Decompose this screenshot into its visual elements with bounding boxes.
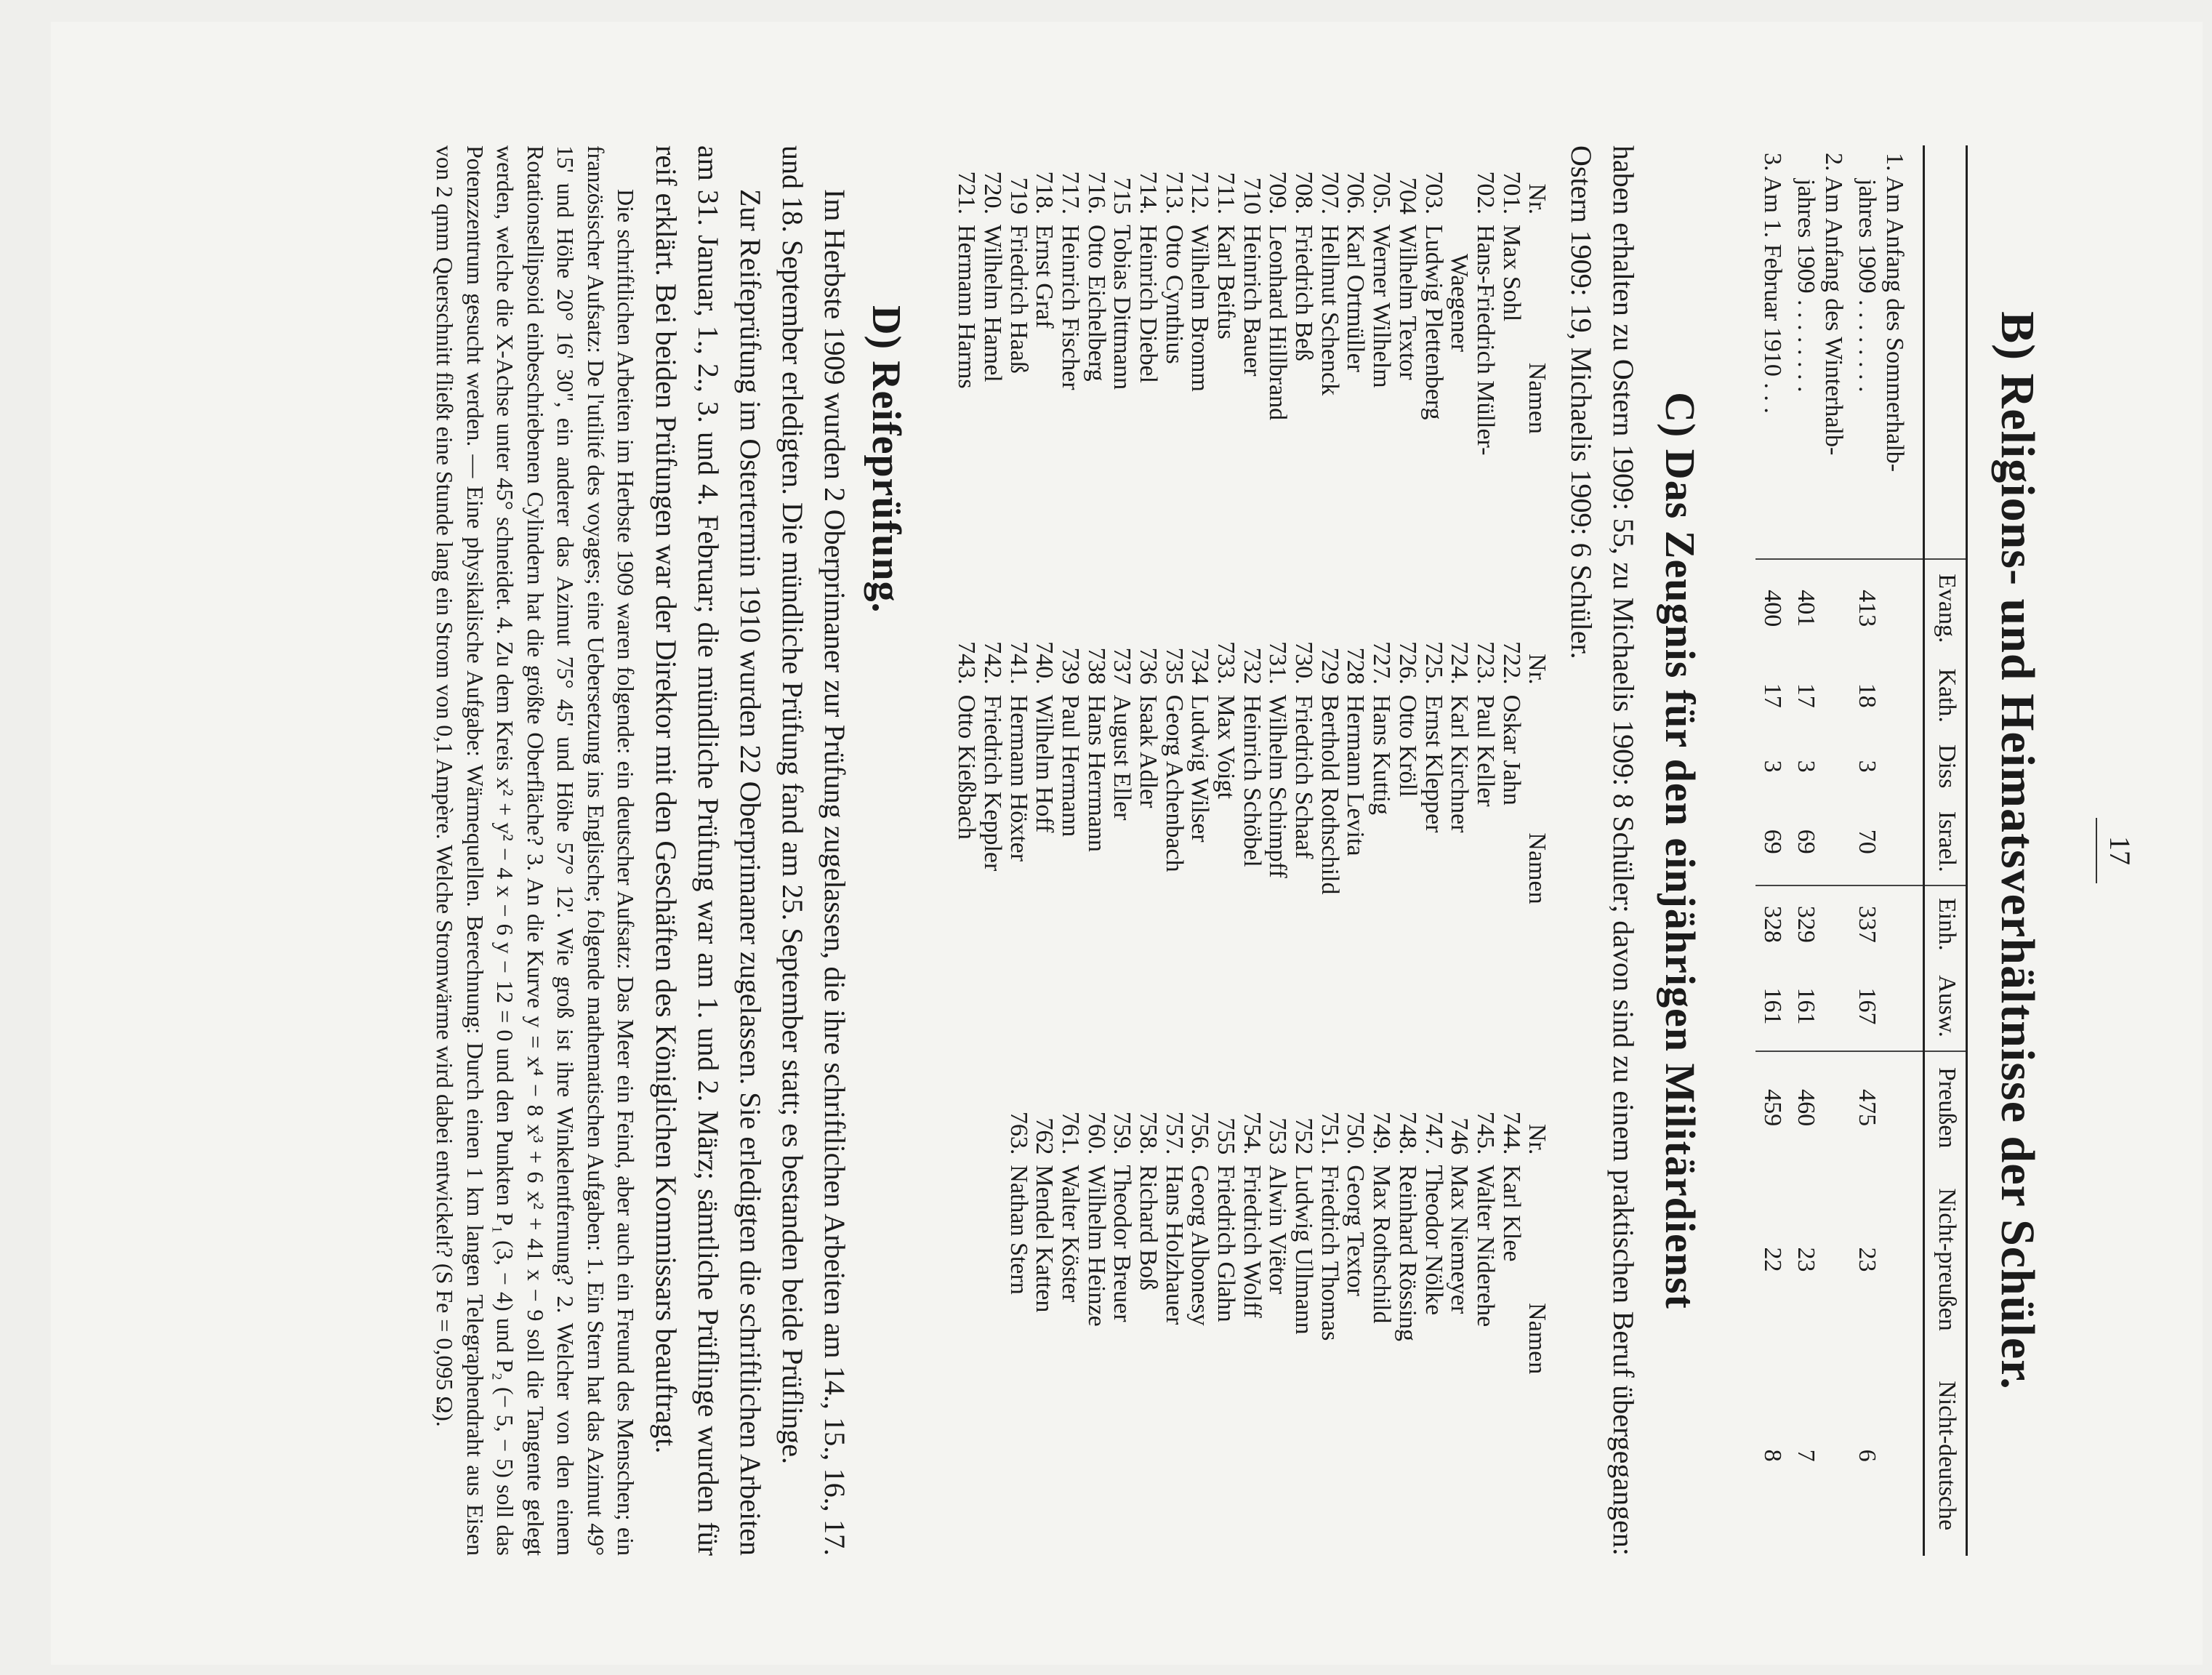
list-item-name: Karl Beifus	[1212, 225, 1240, 340]
list-item-name: Hermann Höxter	[1005, 694, 1032, 862]
list-item	[1005, 616, 1031, 1086]
list-item-name: Ludwig Ullmann	[1290, 1165, 1318, 1335]
list-item-nr: 755	[1212, 1117, 1240, 1155]
list-item	[1316, 1085, 1343, 1556]
list-item-name: Ludwig Plettenberg	[1420, 225, 1447, 420]
list-item-name: Heinrich Fischer	[1056, 225, 1084, 390]
list-item-nr: 752	[1290, 1117, 1318, 1155]
list-item-name: Reinhard Rössing	[1393, 1165, 1421, 1342]
list-item-name: Max Niemeyer	[1446, 1165, 1473, 1314]
table-header: Evang.	[1924, 559, 1967, 657]
table-cell: 167	[1854, 987, 1881, 1025]
list-item-nr: 702.	[1471, 171, 1499, 214]
table-cell: 23	[1793, 1247, 1820, 1272]
table-header-row	[1924, 145, 1967, 1556]
list-item	[1212, 145, 1239, 616]
list-item	[1394, 145, 1420, 616]
list-item	[1057, 616, 1083, 1086]
list-item	[1212, 1085, 1239, 1556]
list-item	[979, 616, 1005, 1086]
list-item-nr: 740.	[1031, 641, 1058, 685]
section-b-title: B) Religions- und Heimatsverhältnisse der Schüler.	[1991, 311, 2044, 1390]
name-list-column	[954, 616, 1551, 1086]
list-item	[1420, 616, 1447, 1086]
list-header-nr: Nr.	[1524, 1123, 1551, 1155]
list-item-name: Richard Boß	[1135, 1165, 1162, 1291]
list-item	[1161, 145, 1187, 616]
table-cell: 3	[1759, 760, 1787, 773]
list-item-nr: 719	[1005, 177, 1032, 214]
list-item	[1187, 145, 1213, 616]
list-item	[1109, 616, 1135, 1086]
list-item-nr: 758.	[1135, 1111, 1162, 1155]
section-d-exam-tasks: Die schriftlichen Arbeiten im Herbste 1909 waren folgende: ein deutscher Aufsatz: Das Meer ein Feind, aber auch ein Freund des Menschen; ein französischer Aufsatz: De l'utilité des voyages; eine Uebersetzung ins Englische; folgende mathematischen Aufgaben: 1. Ein Stern hat das Azimut 49° 15' und Höhe 20° 16' 30", ein anderer das Azimut 75° 45' und Höhe 57° 12'. Wie groß ist ihre Winkelentfernung? 2. Welcher von den einem Rotationsellipsoid einbeschriebenen Cylindern hat die größte Oberfläche? 3. An die Kurve y = x⁴ − 8 x³ + 6 x² + 41 x − 9 soll die Tangente gelegt werden, welche die X-Achse unter 45° schneidet. 4. Zu dem Kreis x² + y² − 4 x − 6 y − 12 = 0 und den Punkten P₁ (3, − 4) und P₂ (− 5, − 5) soll das Potenzzentrum gesucht werden. — Eine physikalische Aufgabe: Wärmequellen. Berechnung: Durch einen 1 km langen Telegraphendraht aus Eisen von 2 qmm Querschnitt fließt eine Stunde lang ein Strom von 0,1 Ampère. Welche Stromwärme wird dabei entwickelt? (S Fe = 0,095 Ω).	[431, 145, 640, 1556]
list-item-name: Friedrich Beß	[1290, 225, 1318, 361]
list-item	[1031, 616, 1058, 1086]
list-item-name: Heinrich Schöbel	[1238, 694, 1266, 867]
document-page	[51, 22, 2203, 1665]
list-item-name: Wilhelm Hoff	[1031, 694, 1058, 833]
list-item-nr: 743.	[953, 641, 981, 685]
list-item	[1394, 616, 1420, 1086]
table-cell: 70	[1854, 829, 1881, 854]
list-header-nr: Nr.	[1524, 654, 1551, 685]
list-item-nr: 704	[1393, 177, 1421, 214]
list-item-nr: 748.	[1393, 1111, 1421, 1155]
list-item-name: Mendel Katten	[1031, 1165, 1058, 1313]
row-label-line: 1. Am Anfang des Sommerhalb-	[1881, 153, 1909, 473]
list-item-nr: 718.	[1031, 171, 1058, 214]
list-item	[1083, 145, 1109, 616]
list-header-name: Namen	[1524, 832, 1551, 904]
list-item-name: Otto Kröll	[1393, 694, 1421, 798]
list-item	[1290, 145, 1316, 616]
list-item	[1239, 145, 1265, 616]
list-item-name: Werner Wilhelm	[1368, 225, 1396, 388]
list-item-nr: 734	[1186, 647, 1214, 685]
list-item-nr: 712.	[1186, 171, 1214, 214]
list-item-nr: 716.	[1082, 171, 1110, 214]
list-item-name: Leonhard Hillbrand	[1264, 225, 1292, 421]
list-item	[1472, 145, 1498, 616]
list-item-nr: 735	[1160, 647, 1188, 685]
row-label-line: 2. Am Anfang des Winterhalb-	[1820, 153, 1848, 456]
list-header-name: Namen	[1524, 362, 1551, 434]
list-item-name: Wilhelm Heinze	[1082, 1165, 1110, 1327]
table-header-label	[1924, 145, 1967, 559]
table-row	[1789, 145, 1850, 1556]
table-cell: 6	[1854, 1449, 1881, 1462]
list-item-nr: 714.	[1135, 171, 1162, 214]
table-cell: 475	[1850, 1051, 1924, 1164]
list-item-name: Heinrich Diebel	[1135, 225, 1162, 384]
list-item	[1472, 1085, 1498, 1556]
list-item-name: Hermann Levita	[1342, 694, 1370, 856]
list-item	[1239, 616, 1265, 1086]
list-item	[1343, 145, 1369, 616]
list-item-nr: 727.	[1368, 641, 1396, 685]
list-item-name: Georg Albonesy	[1186, 1165, 1214, 1326]
table-cell: 7	[1793, 1449, 1820, 1462]
list-item-name: Hellmut Schenck	[1316, 225, 1343, 396]
table-header: Diss	[1924, 734, 1967, 798]
list-item-name: Max Sohl	[1497, 225, 1525, 322]
list-item-name: Walter Niderehe	[1471, 1165, 1499, 1327]
list-item-nr: 728	[1342, 647, 1370, 685]
list-item-nr: 763.	[1005, 1111, 1032, 1155]
list-item-name: Karl Klee	[1497, 1165, 1525, 1262]
list-item-nr: 709.	[1264, 171, 1292, 214]
name-list-column	[954, 145, 1551, 616]
list-item-nr: 760.	[1082, 1111, 1110, 1155]
list-item-nr: 722.	[1497, 641, 1525, 685]
list-item-name: August Eller	[1109, 694, 1136, 821]
list-item-name: Friedrich Glahn	[1212, 1165, 1240, 1322]
list-item-name: Alwin Viëtor	[1264, 1165, 1292, 1295]
list-item-nr: 753	[1264, 1117, 1292, 1155]
list-item-name: Friedrich Schaaf	[1290, 694, 1318, 859]
list-item	[979, 145, 1005, 616]
list-item-nr: 739	[1056, 647, 1084, 685]
list-item-nr: 761.	[1056, 1111, 1084, 1155]
list-item-nr: 726.	[1393, 641, 1421, 685]
list-item-name: Hermann Harms	[953, 225, 981, 389]
table-header: Nicht-deutsche	[1924, 1355, 1967, 1556]
table-header: Preußen	[1924, 1051, 1967, 1164]
list-item-name: Wilhelm Hamel	[978, 225, 1006, 382]
list-item-name: Oskar Jahn	[1497, 694, 1525, 806]
list-item-name: Hans-Friedrich Müller-	[1471, 225, 1499, 456]
list-item-nr: 720.	[978, 171, 1006, 214]
list-item-name: Friedrich Haaß	[1005, 225, 1032, 374]
list-item	[1316, 616, 1343, 1086]
table-cell: 460	[1789, 1051, 1850, 1164]
list-header	[1524, 145, 1551, 616]
row-label-line: 3. Am 1. Februar 1910 . . .	[1759, 153, 1787, 414]
list-item	[1498, 616, 1524, 1086]
list-item	[1005, 1085, 1031, 1556]
table-cell: 328	[1755, 885, 1789, 962]
religion-table	[1755, 145, 1968, 1556]
list-item-name: Wilhelm Bromm	[1186, 225, 1214, 392]
row-label	[1789, 145, 1850, 559]
table-header: Israel.	[1924, 798, 1967, 885]
list-item-name: Tobias Dittmann	[1109, 225, 1136, 390]
list-item-name: Georg Achenbach	[1160, 694, 1188, 872]
list-item-nr: 701.	[1497, 171, 1525, 214]
list-item-name: Paul Keller	[1471, 694, 1499, 807]
list-item-nr: 715	[1109, 177, 1136, 214]
list-item	[1031, 1085, 1058, 1556]
list-item	[1369, 1085, 1395, 1556]
list-item-nr: 732	[1238, 647, 1266, 685]
list-item-nr: 708.	[1290, 171, 1318, 214]
section-d-paragraph: Zur Reifeprüfung im Ostertermin 1910 wurden 22 Oberprimaner zugelassen. Sie erledigten die schriftlichen Arbeiten am 31. Januar, 1., 2., 3. und 4. Februar; die mündliche Prüfung war am 1. und 2. März; sämtliche Prüflinge wurden für reif erklärt. Bei beiden Prüfungen war der Direktor mit den Geschäften des Königlichen Kommissars beauftragt.	[650, 145, 768, 1556]
list-item-name: Theodor Nölke	[1420, 1165, 1447, 1316]
list-item	[1057, 145, 1083, 616]
list-item-name: Friedrich Wolff	[1238, 1165, 1266, 1318]
list-item-nr: 731.	[1264, 641, 1292, 685]
list-item	[1447, 1085, 1473, 1556]
list-item-nr: 738	[1082, 647, 1110, 685]
table-cell: 401	[1789, 559, 1850, 657]
list-item-name: Friedrich Thomas	[1316, 1165, 1343, 1341]
list-item	[954, 145, 980, 616]
list-item	[1031, 145, 1058, 616]
list-item-name: Heinrich Bauer	[1238, 225, 1266, 377]
section-d-title: D) Reifeprüfung.	[864, 305, 909, 614]
list-item-nr: 745.	[1471, 1111, 1499, 1155]
row-label-line: jahres 1909 . . . . . . . .	[1854, 179, 1881, 393]
list-item-nr: 703.	[1420, 171, 1447, 214]
section-c-intro: haben erhalten zu Ostern 1909: 55, zu Michaelis 1909: 8 Schüler; davon sind zu einem praktischen Beruf übergegangen: Ostern 1909: 19, Michaelis 1909: 6 Schüler.	[1565, 145, 1641, 1556]
list-item	[1420, 145, 1447, 616]
section-c-title: C) Das Zeugnis für den einjährigen Militärdienst	[1657, 392, 1705, 1309]
list-item-name: Otto Cynthius	[1160, 225, 1188, 364]
certificate-lists	[954, 145, 1551, 1556]
list-header	[1524, 1085, 1551, 1556]
list-item-nr: 750.	[1342, 1111, 1370, 1155]
list-item-nr: 707.	[1316, 171, 1343, 214]
list-item-name: Theodor Breuer	[1109, 1165, 1136, 1322]
list-item	[1239, 1085, 1265, 1556]
list-item	[1265, 1085, 1291, 1556]
list-item-name: Ernst Graf	[1031, 225, 1058, 329]
list-item-name: Walter Köster	[1056, 1165, 1084, 1303]
list-item	[1447, 616, 1473, 1086]
table-header: Nicht-preußen	[1924, 1164, 1967, 1355]
list-item	[1472, 616, 1498, 1086]
list-item-nr: 710	[1238, 177, 1266, 214]
list-item-nr: 733.	[1212, 641, 1240, 685]
list-item	[1083, 616, 1109, 1086]
list-item-name: Hans Holzhauer	[1160, 1165, 1188, 1325]
list-item-nr: 737	[1109, 647, 1136, 685]
list-item-name: Max Voigt	[1212, 694, 1240, 799]
table-row	[1755, 145, 1789, 1556]
list-item-name: Wilhelm Textor	[1393, 225, 1421, 380]
list-header-nr: Nr.	[1524, 183, 1551, 214]
list-item	[1265, 145, 1291, 616]
table-cell: 3	[1793, 760, 1820, 773]
table-cell: 23	[1854, 1247, 1881, 1272]
list-item	[1265, 616, 1291, 1086]
list-item-nr: 713.	[1160, 171, 1188, 214]
table-cell: 329	[1789, 885, 1850, 962]
list-item-nr: 757.	[1160, 1111, 1188, 1155]
table-row	[1850, 145, 1924, 1556]
table-cell: 69	[1793, 829, 1820, 854]
list-item-nr: 724.	[1446, 641, 1473, 685]
list-item	[1161, 616, 1187, 1086]
table-header: Kath.	[1924, 657, 1967, 734]
list-item-nr: 725.	[1420, 641, 1447, 685]
list-item-nr: 747.	[1420, 1111, 1447, 1155]
list-item-nr: 762	[1031, 1117, 1058, 1155]
list-item-name: Ernst Klepper	[1420, 694, 1447, 833]
list-item	[1343, 1085, 1369, 1556]
list-item	[1394, 1085, 1420, 1556]
list-item-name: Isaak Adler	[1135, 694, 1162, 808]
table-cell: 8	[1759, 1449, 1787, 1462]
list-item	[1005, 145, 1031, 616]
list-item-nr: 706.	[1342, 171, 1370, 214]
list-item-name: Otto Kießbach	[953, 694, 981, 840]
table-cell: 18	[1854, 683, 1881, 708]
list-item-nr: 723.	[1471, 641, 1499, 685]
list-header	[1524, 616, 1551, 1086]
list-item	[1212, 616, 1239, 1086]
list-item-name: Hans Herrmann	[1082, 694, 1110, 852]
list-item-nr: 754.	[1238, 1111, 1266, 1155]
list-item	[1083, 1085, 1109, 1556]
list-item-nr: 749.	[1368, 1111, 1396, 1155]
list-item-nr: 721.	[953, 171, 981, 214]
list-item	[1135, 1085, 1161, 1556]
list-item	[1135, 616, 1161, 1086]
list-item	[1109, 145, 1135, 616]
list-item	[1057, 1085, 1083, 1556]
list-item-name: Waegener	[1446, 254, 1473, 353]
list-item-nr: 717.	[1056, 171, 1084, 214]
table-header: Einh.	[1924, 885, 1967, 962]
list-item	[1498, 145, 1524, 616]
list-item-name: Berthold Rothschild	[1316, 694, 1343, 895]
list-item	[1369, 145, 1395, 616]
table-header: Ausw.	[1924, 963, 1967, 1051]
list-item-name: Ludwig Wilser	[1186, 694, 1214, 843]
section-d-paragraph: Im Herbste 1909 wurden 2 Oberprimaner zur Prüfung zugelassen, die ihre schriftlichen Arbeiten am 14., 15., 16., 17. und 18. September erledigten. Die mündliche Prüfung fand am 25. September statt; es bestanden beide Prüflinge.	[776, 145, 852, 1556]
table-cell: 161	[1759, 987, 1787, 1025]
list-item	[1343, 616, 1369, 1086]
table-cell: 459	[1755, 1051, 1789, 1164]
page-number-rule	[2096, 818, 2097, 883]
list-item-name: Wilhelm Schimpff	[1264, 694, 1292, 878]
list-item-name: Nathan Stern	[1005, 1165, 1032, 1295]
list-item-nr: 736	[1135, 647, 1162, 685]
list-item	[1369, 616, 1395, 1086]
list-item-nr: 742.	[978, 641, 1006, 685]
list-item	[1290, 616, 1316, 1086]
page-number: 17	[2104, 836, 2136, 865]
list-item-name: Georg Textor	[1342, 1165, 1370, 1296]
row-label	[1755, 145, 1789, 559]
list-item-nr: 741.	[1005, 641, 1032, 685]
table-cell: 3	[1854, 760, 1881, 773]
list-item-nr: 759.	[1109, 1111, 1136, 1155]
row-label	[1850, 145, 1924, 559]
list-item-nr: 751.	[1316, 1111, 1343, 1155]
table-cell: 400	[1755, 559, 1789, 657]
list-item	[1161, 1085, 1187, 1556]
table-cell: 17	[1759, 683, 1787, 708]
list-header-name: Namen	[1524, 1303, 1551, 1375]
list-item	[1498, 1085, 1524, 1556]
table-cell: 413	[1850, 559, 1924, 657]
list-item	[954, 616, 980, 1086]
list-item-name: Otto Eichelberg	[1082, 225, 1110, 382]
list-item	[1290, 1085, 1316, 1556]
name-list-column	[954, 1085, 1551, 1556]
list-item-nr: 729	[1316, 647, 1343, 685]
list-item	[1316, 145, 1343, 616]
list-item-nr: 705.	[1368, 171, 1396, 214]
list-item-name: Paul Hermann	[1056, 694, 1084, 838]
list-item-name: Max Rothschild	[1368, 1165, 1396, 1324]
list-item-nr: 756.	[1186, 1111, 1214, 1155]
list-item-name: Karl Ortmüller	[1342, 225, 1370, 372]
list-item	[1135, 145, 1161, 616]
list-item-nr: 744.	[1497, 1111, 1525, 1155]
list-item-nr: 711.	[1212, 172, 1240, 214]
list-item-name: Hans Kuttig	[1368, 694, 1396, 815]
list-item	[1109, 1085, 1135, 1556]
table-cell: 69	[1759, 829, 1787, 854]
list-item-name: Friedrich Keppler	[978, 694, 1006, 872]
list-item-nr: 746	[1446, 1117, 1473, 1155]
table-cell: 22	[1759, 1247, 1787, 1272]
table-cell: 161	[1793, 987, 1820, 1025]
table-cell: 337	[1850, 885, 1924, 962]
list-item	[1420, 1085, 1447, 1556]
list-item-name: Karl Kirchner	[1446, 694, 1473, 833]
list-item	[1187, 616, 1213, 1086]
list-item-nr: 730.	[1290, 641, 1318, 685]
list-item	[1447, 145, 1473, 616]
list-item	[1187, 1085, 1213, 1556]
row-label-line: jahres 1909 . . . . . . . .	[1793, 179, 1820, 393]
list-item-nr	[1447, 145, 1473, 225]
table-cell: 17	[1793, 683, 1820, 708]
